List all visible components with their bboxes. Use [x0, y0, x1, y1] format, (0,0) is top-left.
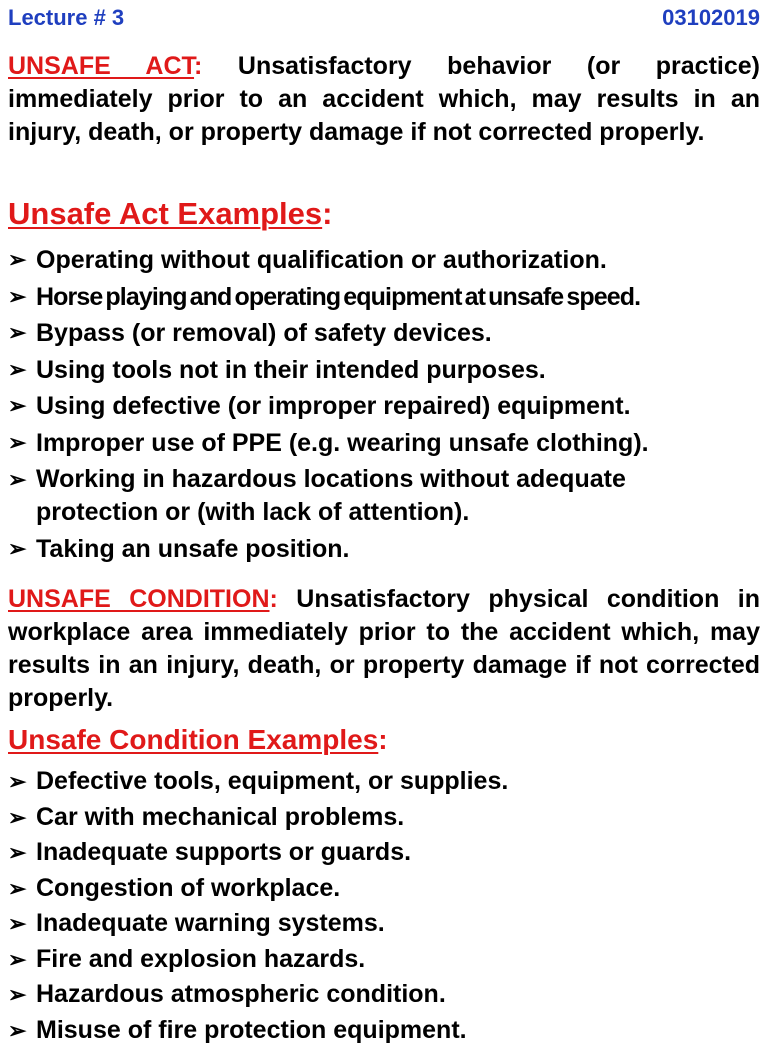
list-item	[8, 977, 763, 1013]
list-item-text: Hazardous atmospheric condition.	[36, 977, 763, 1013]
arrow-bullet-icon: ➢	[8, 1013, 36, 1048]
arrow-bullet-icon: ➢	[8, 800, 36, 836]
arrow-bullet-icon: ➢	[8, 388, 36, 425]
list-item-text: Taking an unsafe position.	[36, 531, 763, 568]
list-item-text: Bypass (or removal) of safety devices.	[36, 315, 763, 352]
list-item	[8, 315, 763, 352]
lecture-date: 03102019	[662, 5, 760, 31]
list-item	[8, 242, 763, 279]
unsafe-act-term: UNSAFE ACT	[8, 52, 194, 80]
list-item-text: Using defective (or improper repaired) equipment.	[36, 388, 763, 425]
arrow-bullet-icon: ➢	[8, 764, 36, 800]
list-item-text: Defective tools, equipment, or supplies.	[36, 764, 763, 800]
list-item-text: Fire and explosion hazards.	[36, 942, 763, 978]
arrow-bullet-icon: ➢	[8, 425, 36, 462]
list-item-text: Working in hazardous locations without adequate protection or (with lack of attention).	[36, 463, 716, 529]
unsafe-act-colon: :	[194, 52, 202, 80]
arrow-bullet-icon: ➢	[8, 242, 36, 279]
list-item	[8, 764, 763, 800]
list-item	[8, 425, 763, 462]
arrow-bullet-icon: ➢	[8, 463, 36, 496]
arrow-bullet-icon: ➢	[8, 315, 36, 352]
unsafe-act-examples-list	[8, 242, 763, 568]
unsafe-condition-text: Unsatisfactory physical condition in workplace area immediately prior to the accident which, may results in an injury, death, or property damage if not corrected properly.	[8, 585, 760, 712]
arrow-bullet-icon: ➢	[8, 835, 36, 871]
unsafe-act-examples-heading	[8, 196, 332, 232]
arrow-bullet-icon: ➢	[8, 942, 36, 978]
unsafe-condition-examples-colon: :	[378, 724, 387, 755]
list-item	[8, 352, 763, 389]
list-item-text: Inadequate warning systems.	[36, 906, 763, 942]
list-item-text: Horse playing and operating equipment at unsafe speed.	[36, 279, 763, 316]
list-item	[8, 835, 763, 871]
list-item-text: Misuse of fire protection equipment.	[36, 1013, 763, 1048]
list-item	[8, 1013, 763, 1048]
list-item-text: Operating without qualification or authorization.	[36, 242, 763, 279]
unsafe-act-text: Unsatisfactory behavior (or practice) immediately prior to an accident which, may results in an injury, death, or property damage if not corrected properly.	[8, 52, 760, 146]
arrow-bullet-icon: ➢	[8, 279, 36, 316]
unsafe-condition-definition	[8, 583, 760, 715]
arrow-bullet-icon: ➢	[8, 977, 36, 1013]
unsafe-condition-examples-list	[8, 764, 763, 1048]
list-item-text: Improper use of PPE (e.g. wearing unsafe clothing).	[36, 425, 763, 462]
list-item	[8, 906, 763, 942]
list-item	[8, 388, 763, 425]
list-item	[8, 942, 763, 978]
list-item-text: Using tools not in their intended purposes.	[36, 352, 763, 389]
lecture-number: Lecture # 3	[8, 5, 124, 31]
list-item	[8, 531, 763, 568]
unsafe-act-examples-title: Unsafe Act Examples	[8, 196, 322, 231]
list-item	[8, 279, 763, 316]
arrow-bullet-icon: ➢	[8, 871, 36, 907]
list-item-text: Inadequate supports or guards.	[36, 835, 763, 871]
list-item	[8, 800, 763, 836]
arrow-bullet-icon: ➢	[8, 906, 36, 942]
list-item-text: Car with mechanical problems.	[36, 800, 763, 836]
unsafe-condition-examples-title: Unsafe Condition Examples	[8, 724, 378, 755]
list-item	[8, 871, 763, 907]
unsafe-act-examples-colon: :	[322, 196, 332, 231]
arrow-bullet-icon: ➢	[8, 352, 36, 389]
unsafe-condition-colon: :	[270, 585, 278, 613]
unsafe-act-definition	[8, 50, 760, 149]
unsafe-condition-examples-heading	[8, 724, 388, 756]
unsafe-condition-term: UNSAFE CONDITION	[8, 585, 270, 613]
arrow-bullet-icon: ➢	[8, 531, 36, 568]
list-item	[8, 461, 763, 531]
list-item-text: Congestion of workplace.	[36, 871, 763, 907]
